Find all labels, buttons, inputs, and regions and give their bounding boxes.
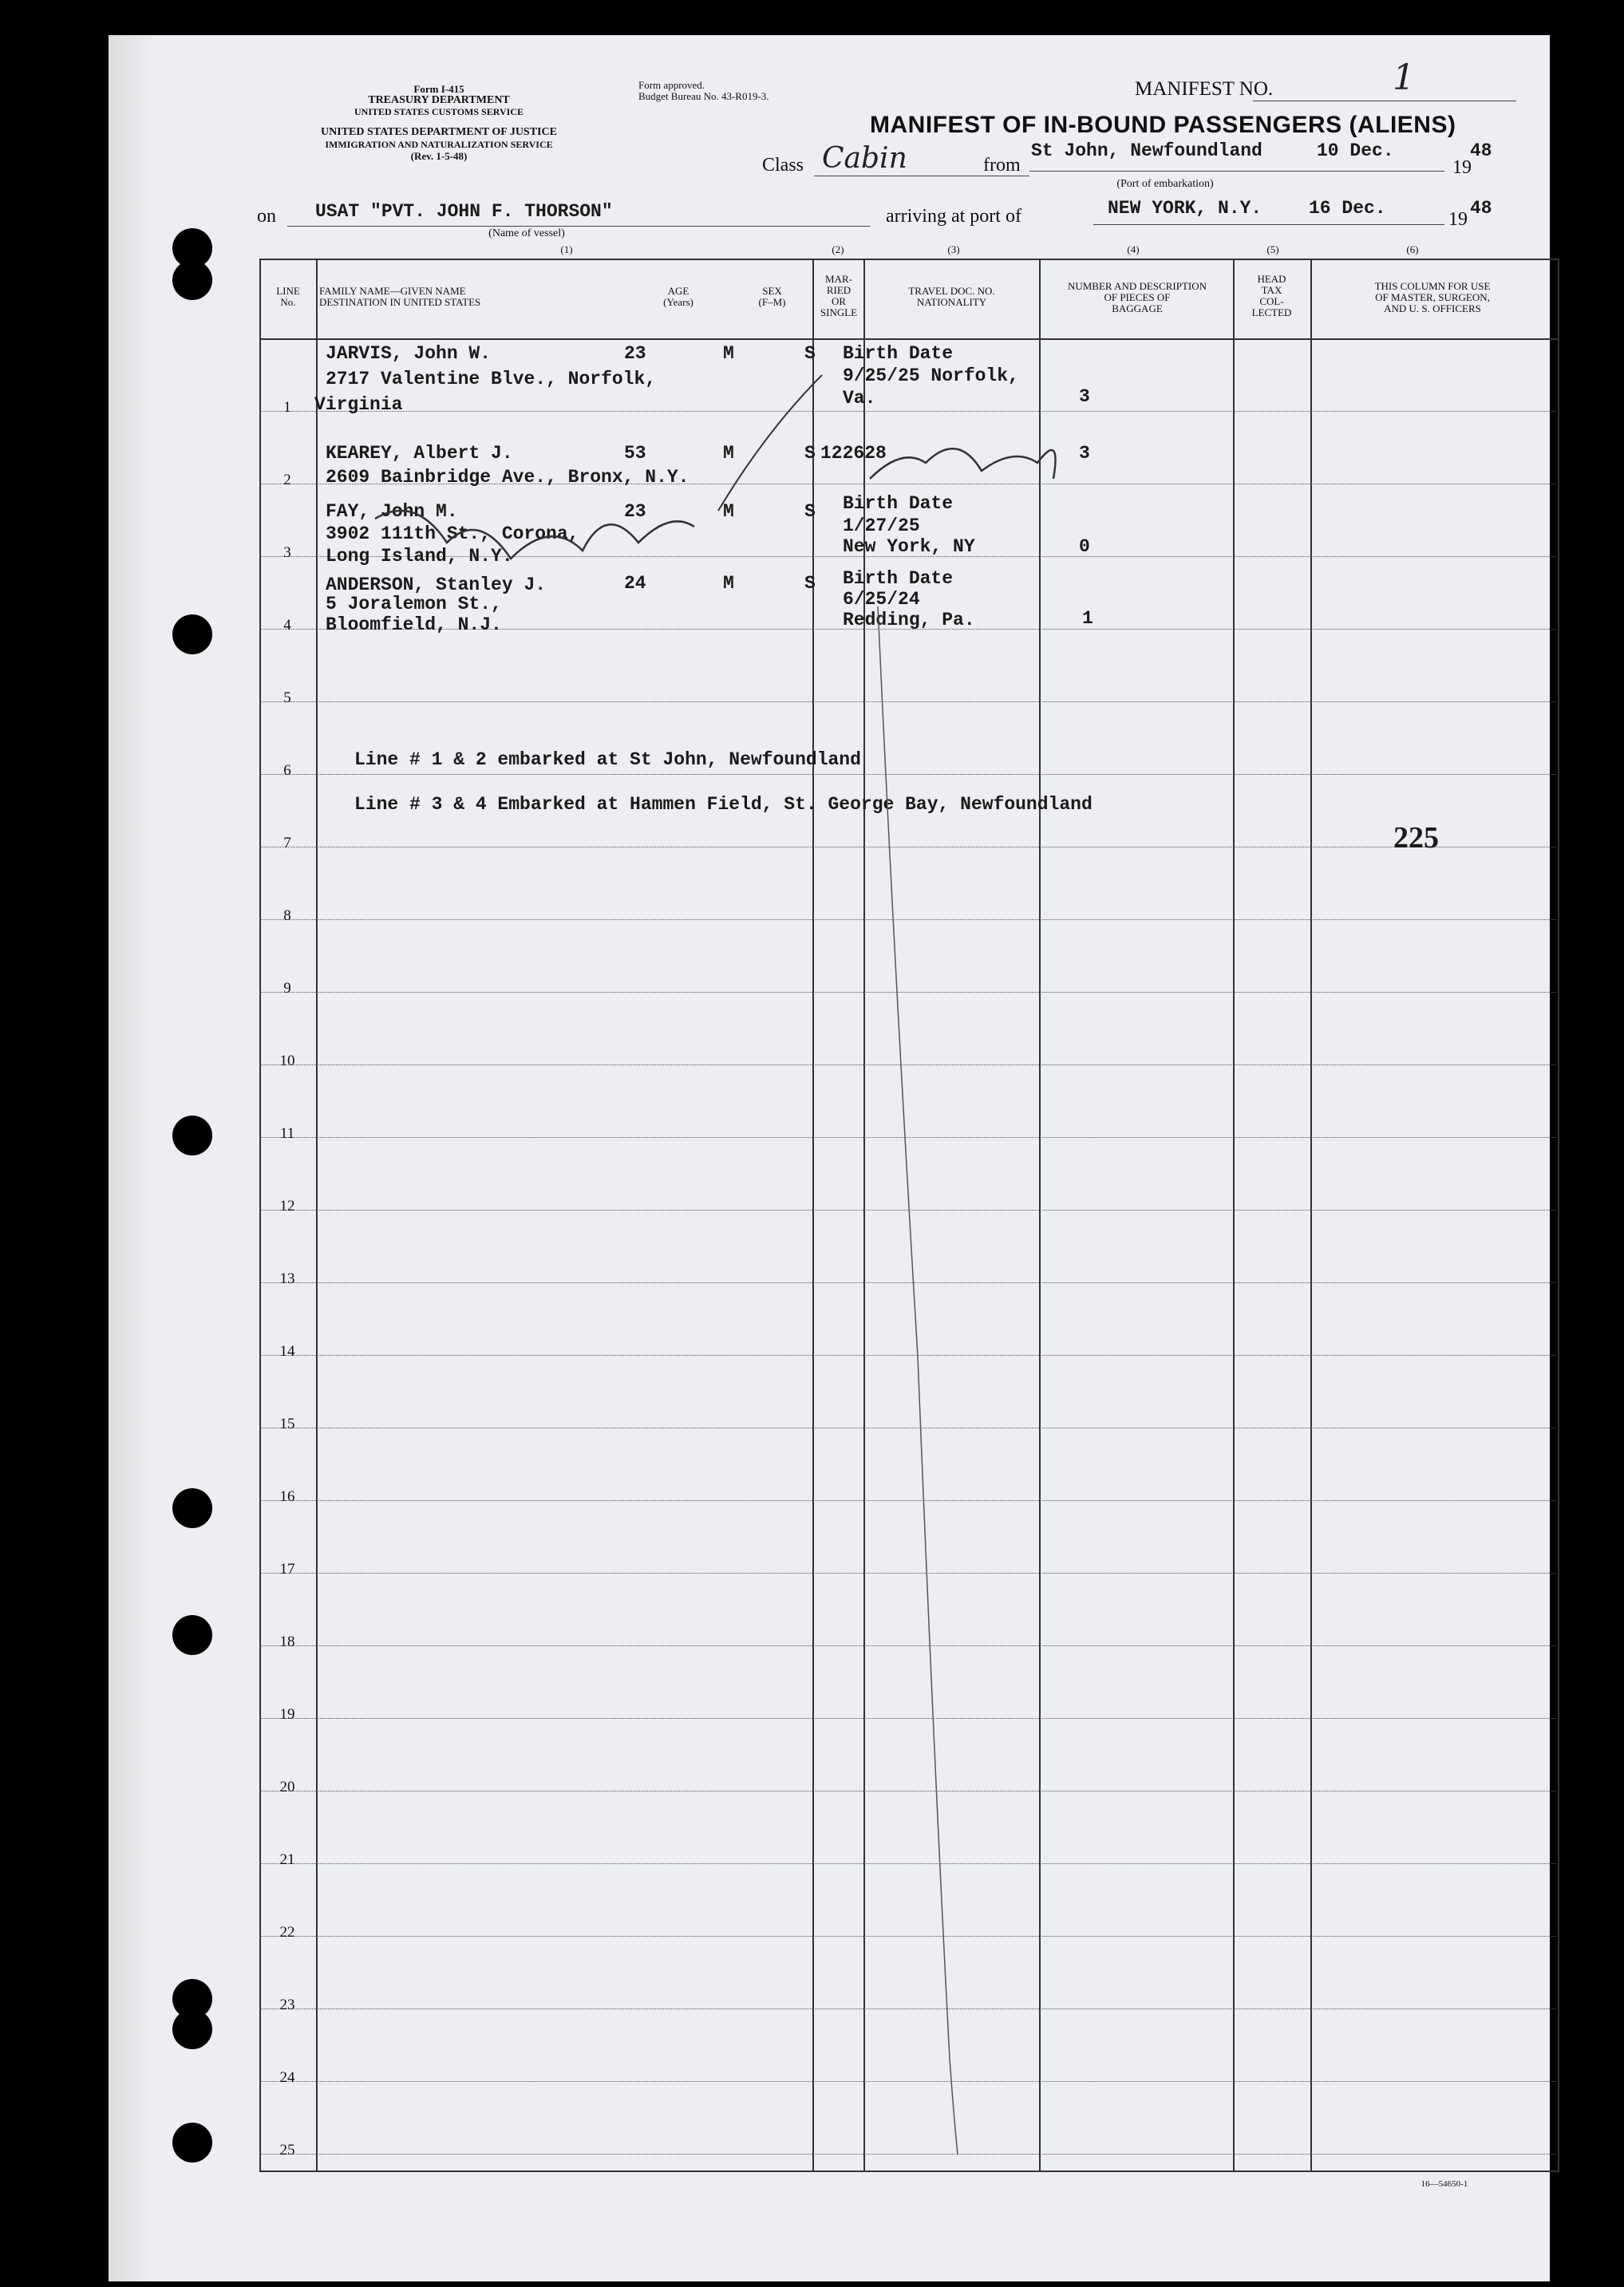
passenger-age: 23 — [624, 501, 646, 522]
department-of-justice: UNITED STATES DEPARTMENT OF JUSTICE — [321, 126, 557, 138]
header-married: MAR- RIED OR SINGLE — [820, 273, 858, 318]
line-number: 4 — [283, 617, 291, 634]
line-number: 15 — [279, 1416, 295, 1432]
passenger-address: 5 Joralemon St., — [326, 594, 502, 614]
manifest-number: 1 — [1393, 57, 1415, 98]
footer-code: 16—54650-1 — [1421, 2179, 1468, 2189]
line-number: 24 — [279, 2069, 295, 2086]
passenger-travel-doc: 122628 — [820, 443, 887, 464]
passenger-sex: M — [723, 573, 734, 594]
line-number: 9 — [283, 980, 291, 997]
from-value: St John, Newfoundland — [1031, 140, 1262, 161]
line-number: 3 — [283, 544, 291, 561]
passenger-baggage: 3 — [1079, 386, 1090, 407]
column-number: (6) — [1406, 243, 1419, 255]
line-number: 14 — [279, 1343, 295, 1360]
passenger-travel-doc: 1/27/25 — [843, 515, 920, 536]
line-number: 23 — [279, 1997, 295, 2013]
passenger-address: 2717 Valentine Blve., Norfolk, — [326, 369, 657, 389]
passenger-name: FAY, John M. — [326, 501, 458, 522]
line-number: 17 — [279, 1561, 295, 1578]
passenger-travel-doc: New York, NY — [843, 536, 975, 557]
embark-note: Line # 3 & 4 Embarked at Hammen Field, St. George Bay, Newfoundland — [354, 794, 1093, 815]
column-number: (1) — [560, 243, 573, 255]
passenger-baggage: 3 — [1079, 443, 1090, 464]
treasury-department: TREASURY DEPARTMENT — [368, 94, 510, 106]
arriving-year: 48 — [1470, 198, 1492, 219]
line-number: 7 — [283, 835, 291, 851]
column-number: (5) — [1266, 243, 1279, 255]
header-family-name: FAMILY NAME—GIVEN NAME DESTINATION IN UNITED STATES — [319, 285, 481, 308]
passenger-travel-doc: Va. — [843, 388, 876, 409]
class-label: Class — [762, 155, 804, 176]
line-number: 1 — [283, 399, 291, 416]
line-number: 20 — [279, 1779, 295, 1795]
passenger-travel-doc: Birth Date — [843, 568, 954, 589]
vessel-caption: (Name of vessel) — [488, 227, 565, 239]
passenger-married: S — [804, 573, 816, 594]
line-number: 18 — [279, 1633, 295, 1650]
passenger-travel-doc: 6/25/24 — [843, 589, 920, 610]
from-year: 48 — [1470, 140, 1492, 161]
passenger-travel-doc: Redding, Pa. — [843, 610, 975, 630]
on-label: on — [257, 206, 276, 227]
column-number: (3) — [947, 243, 960, 255]
class-value: Cabin — [822, 142, 907, 175]
passenger-address: 2609 Bainbridge Ave., Bronx, N.Y. — [326, 467, 690, 488]
passenger-travel-doc: Birth Date — [843, 493, 954, 514]
passenger-sex: M — [723, 443, 734, 464]
line-number: 16 — [279, 1488, 295, 1505]
embark-note: Line # 1 & 2 embarked at St John, Newfoundland — [354, 749, 861, 770]
line-number: 10 — [279, 1053, 295, 1069]
arriving-date: 16 Dec. — [1309, 198, 1386, 219]
manifest-title: MANIFEST OF IN-BOUND PASSENGERS (ALIENS) — [870, 112, 1456, 138]
immigration-service: IMMIGRATION AND NATURALIZATION SERVICE — [325, 139, 553, 150]
form-approved: Form approved. — [638, 79, 705, 91]
passenger-name: JARVIS, John W. — [326, 343, 492, 364]
header-travel-doc: TRAVEL DOC. NO. NATIONALITY — [908, 285, 995, 308]
passenger-name: KEAREY, Albert J. — [326, 443, 513, 464]
passenger-travel-doc: 9/25/25 Norfolk, — [843, 365, 1019, 386]
header-baggage: NUMBER AND DESCRIPTION OF PIECES OF BAGGAGE — [1067, 280, 1207, 314]
passenger-age: 53 — [624, 443, 646, 464]
passenger-married: S — [804, 343, 816, 364]
arriving-label: arriving at port of — [886, 206, 1021, 227]
header-officers-column: THIS COLUMN FOR USE OF MASTER, SURGEON, AND U. S. OFFICERS — [1374, 280, 1491, 314]
column-number: (4) — [1127, 243, 1140, 255]
line-number: 6 — [283, 762, 291, 779]
passenger-address: Bloomfield, N.J. — [326, 614, 502, 635]
line-number: 25 — [279, 2142, 295, 2159]
form-number: Form I-415 — [413, 83, 464, 95]
passenger-sex: M — [723, 343, 734, 364]
header-line-no: LINE No. — [276, 285, 300, 308]
passenger-age: 24 — [624, 573, 646, 594]
passenger-address: Virginia — [314, 394, 403, 415]
arriving-year-prefix: 19 — [1448, 209, 1468, 230]
passenger-baggage: 0 — [1079, 536, 1090, 557]
line-number: 13 — [279, 1270, 295, 1287]
passenger-married: S — [804, 443, 816, 464]
budget-bureau: Budget Bureau No. 43-R019-3. — [638, 90, 769, 102]
passenger-address: Long Island, N.Y. — [326, 546, 513, 567]
passenger-married: S — [804, 501, 816, 522]
header-head-tax: HEAD TAX COL- LECTED — [1251, 273, 1292, 318]
officer-number: 225 — [1393, 821, 1439, 855]
passenger-baggage: 1 — [1082, 608, 1093, 629]
from-label: from — [983, 155, 1021, 176]
line-number: 22 — [279, 1924, 295, 1941]
line-number: 2 — [283, 472, 291, 488]
header-age: AGE (Years) — [663, 285, 693, 308]
line-number: 11 — [279, 1125, 295, 1142]
port-embarkation-caption: (Port of embarkation) — [1116, 178, 1214, 190]
from-date: 10 Dec. — [1317, 140, 1394, 161]
line-number: 8 — [283, 907, 291, 924]
line-number: 21 — [279, 1851, 295, 1868]
manifest-no-label: MANIFEST NO. — [1135, 78, 1274, 100]
passenger-name: ANDERSON, Stanley J. — [326, 575, 547, 595]
header-sex: SEX (F–M) — [758, 285, 786, 308]
passenger-sex: M — [723, 501, 734, 522]
line-number: 19 — [279, 1706, 295, 1723]
column-number: (2) — [832, 243, 844, 255]
vessel-name: USAT "PVT. JOHN F. THORSON" — [315, 201, 613, 222]
passenger-address: 3902 111th St., Corona, — [326, 523, 579, 544]
form-revision: (Rev. 1-5-48) — [410, 150, 468, 162]
customs-service: UNITED STATES CUSTOMS SERVICE — [354, 106, 524, 117]
passenger-age: 23 — [624, 343, 646, 364]
line-number: 5 — [283, 689, 291, 706]
passenger-travel-doc: Birth Date — [843, 343, 954, 364]
arriving-port: NEW YORK, N.Y. — [1108, 198, 1262, 219]
line-number: 12 — [279, 1198, 295, 1215]
from-year-prefix: 19 — [1452, 157, 1472, 178]
